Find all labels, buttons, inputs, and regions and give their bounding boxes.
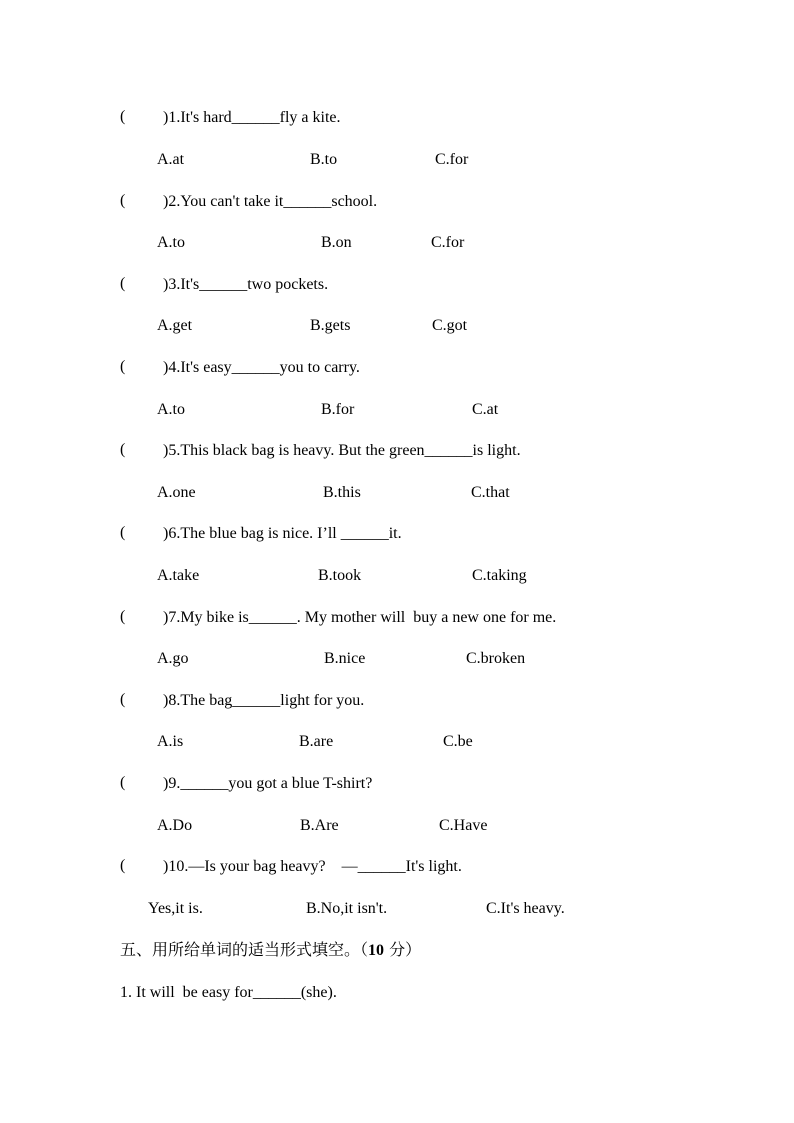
option-a: A.go [157, 650, 189, 667]
option-c: C.at [472, 401, 499, 418]
answer-paren: ( [120, 108, 126, 125]
question-text: )8.The bag______light for you. [163, 692, 365, 709]
answer-paren: ( [120, 691, 126, 708]
answer-paren: ( [120, 358, 126, 375]
answer-paren: ( [120, 192, 126, 209]
option-b: B.this [323, 484, 361, 501]
option-c: C.be [443, 733, 473, 750]
option-c: C.It's heavy. [486, 900, 565, 917]
option-a: A.get [157, 317, 193, 334]
option-c: C.broken [466, 650, 526, 667]
section-5-heading-text: 五、用所给单词的适当形式填空。（ [120, 940, 369, 959]
question-text: )4.It's easy______you to carry. [163, 359, 360, 376]
answer-paren: ( [120, 441, 126, 458]
option-a: A.to [157, 234, 185, 251]
option-c: C.for [431, 234, 465, 251]
answer-paren: ( [120, 275, 126, 292]
option-c: C.Have [439, 817, 488, 834]
option-b: B.Are [300, 817, 339, 834]
question-text: )1.It's hard______fly a kite. [163, 109, 341, 126]
question-text: )3.It's______two pockets. [163, 276, 329, 293]
option-a: A.take [157, 567, 200, 584]
answer-paren: ( [120, 857, 126, 874]
section-5-heading-tail: 分） [384, 940, 422, 959]
option-b: B.for [321, 401, 355, 418]
fill-in-item-1: 1. It will be easy for______(she). [120, 984, 337, 1001]
question-text: )7.My bike is______. My mother will buy a new one for me. [163, 609, 557, 626]
option-b: B.nice [324, 650, 366, 667]
option-c: C.for [435, 151, 469, 168]
question-text: )10.—Is your bag heavy? —______It's light. [163, 858, 462, 875]
option-b: B.to [310, 151, 338, 168]
option-b: B.No,it isn't. [306, 900, 388, 917]
option-a: A.is [157, 733, 184, 750]
section-5-heading [120, 940, 421, 961]
question-text: )9.______you got a blue T-shirt? [163, 775, 373, 792]
option-a: A.at [157, 151, 185, 168]
option-a: A.one [157, 484, 196, 501]
option-b: B.gets [310, 317, 351, 334]
question-text: )6.The blue bag is nice. I’ll ______it. [163, 525, 402, 542]
option-c: C.taking [472, 567, 527, 584]
option-a: A.to [157, 401, 185, 418]
question-text: )2.You can't take it______school. [163, 193, 378, 210]
answer-paren: ( [120, 524, 126, 541]
answer-paren: ( [120, 774, 126, 791]
option-b: B.are [299, 733, 334, 750]
option-a: A.Do [157, 817, 193, 834]
option-c: C.got [432, 317, 468, 334]
option-a: Yes,it is. [148, 900, 203, 917]
option-b: B.took [318, 567, 362, 584]
option-c: C.that [471, 484, 510, 501]
question-text: )5.This black bag is heavy. But the green______is light. [163, 442, 521, 459]
section-5-points: 10 [368, 942, 385, 959]
answer-paren: ( [120, 608, 126, 625]
option-b: B.on [321, 234, 352, 251]
